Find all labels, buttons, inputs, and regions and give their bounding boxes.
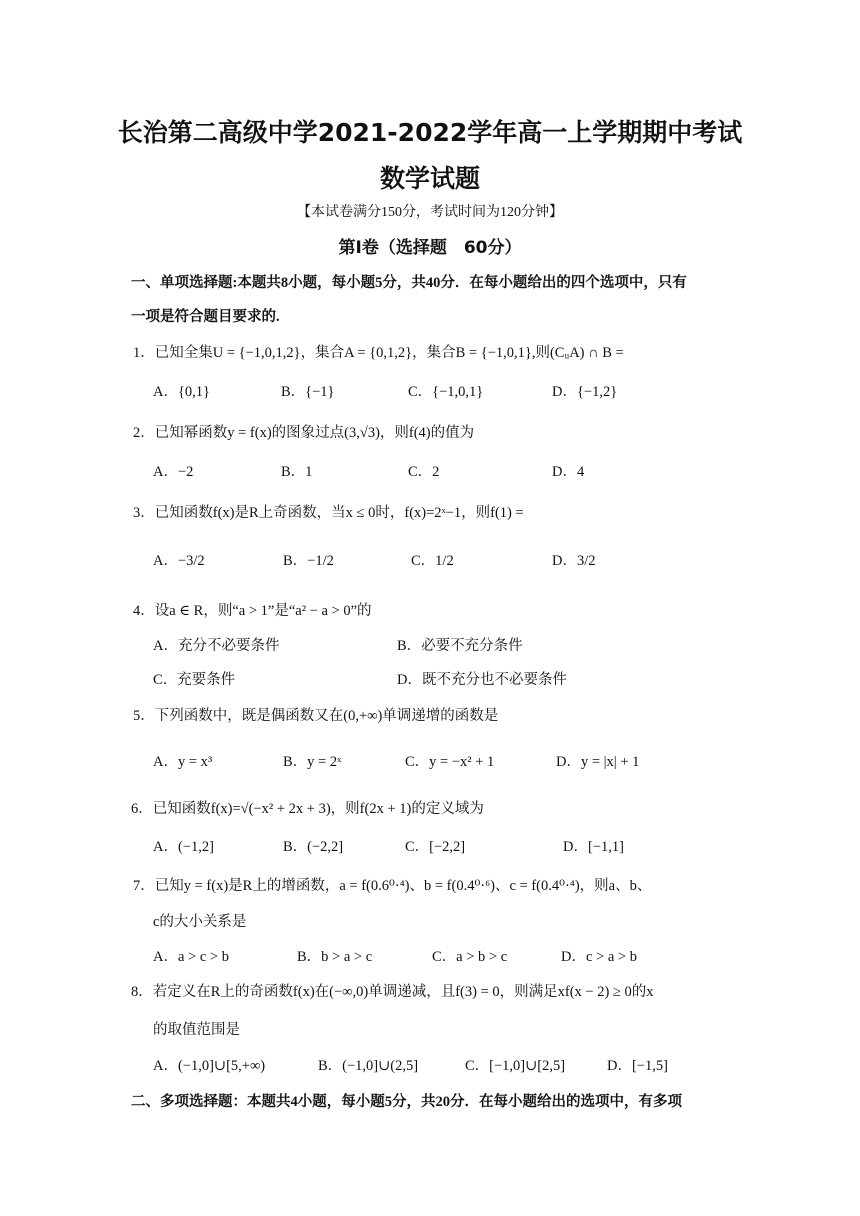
question-7-option-c: C．a > b > c — [432, 949, 508, 965]
question-8-option-a: A．(−1,0]∪[5,+∞) — [153, 1058, 266, 1074]
question-2-option-a: A．−2 — [153, 464, 194, 480]
question-5-option-d: D．y = |x| + 1 — [556, 754, 640, 770]
question-7-option-a: A．a > c > b — [153, 949, 229, 965]
question-3-stem: 3．已知函数f(x)是R上奇函数，当x ≤ 0时，f(x)=2ˣ−1，则f(1) = — [133, 505, 524, 521]
question-1-option-a: A．{0,1} — [153, 384, 211, 400]
question-4-option-d: D．既不充分也不必要条件 — [397, 672, 567, 688]
question-6-option-a: A．(−1,2] — [153, 839, 214, 855]
question-2-option-c: C．2 — [408, 464, 440, 480]
question-5-stem: 5．下列函数中，既是偶函数又在(0,+∞)单调递增的函数是 — [133, 708, 499, 724]
question-8-option-d: D．[−1,5] — [607, 1058, 668, 1074]
part1-instructions-line1: 一、单项选择题:本题共8小题，每小题5分，共40分．在每小题给出的四个选项中，只有 — [131, 275, 687, 291]
question-1-option-b: B．{−1} — [281, 384, 335, 400]
question-3-option-d: D．3/2 — [552, 553, 596, 569]
question-8-stem-continued: 的取值范围是 — [153, 1022, 240, 1038]
question-1-option-d: D．{−1,2} — [552, 384, 618, 400]
question-5-option-a: A．y = x³ — [153, 754, 213, 770]
section-heading: 第Ⅰ卷（选择题 60分） — [338, 238, 522, 258]
question-6-option-b: B．(−2,2] — [283, 839, 344, 855]
question-8-option-b: B．(−1,0]∪(2,5] — [318, 1058, 419, 1074]
question-7-stem-continued: c的大小关系是 — [153, 914, 247, 930]
question-3-option-c: C．1/2 — [411, 553, 454, 569]
part1-instructions-line2: 一项是符合题目要求的. — [131, 309, 280, 325]
exam-note: 【本试卷满分150分，考试时间为120分钟】 — [297, 205, 563, 220]
question-2-stem: 2．已知幂函数y = f(x)的图象过点(3,√3)，则f(4)的值为 — [133, 425, 475, 441]
question-7-option-d: D．c > a > b — [561, 949, 637, 965]
question-6-option-d: D．[−1,1] — [563, 839, 624, 855]
question-7-stem: 7．已知y = f(x)是R上的增函数，a = f(0.6⁰·⁴)、b = f(0.4⁰·⁶)、c = f(0.4⁰·⁴)，则a、b、 — [133, 878, 652, 894]
question-1-option-c: C．{−1,0,1} — [408, 384, 484, 400]
question-2-option-d: D．4 — [552, 464, 585, 480]
part2-instructions-line1: 二、多项选择题：本题共4小题，每小题5分，共20分．在每小题给出的选项中，有多项 — [131, 1094, 682, 1110]
exam-subject: 数学试题 — [379, 164, 480, 193]
question-8-stem: 8．若定义在R上的奇函数f(x)在(−∞,0)单调递减，且f(3) = 0，则满足xf(x − 2) ≥ 0的x — [131, 984, 654, 1000]
question-1-stem: 1．已知全集U = {−1,0,1,2}，集合A = {0,1,2}，集合B = {−1,0,1},则(CᵤA) ∩ B = — [133, 345, 624, 361]
question-8-option-c: C．[−1,0]∪[2,5] — [465, 1058, 566, 1074]
question-7-option-b: B．b > a > c — [297, 949, 373, 965]
question-5-option-c: C．y = −x² + 1 — [405, 754, 495, 770]
question-4-stem: 4．设a ∈ R，则“a > 1”是“a² − a > 0”的 — [133, 603, 372, 619]
question-5-option-b: B．y = 2ˣ — [283, 754, 342, 770]
question-4-option-a: A．充分不必要条件 — [153, 638, 280, 654]
question-3-option-b: B．−1/2 — [283, 553, 334, 569]
question-4-option-c: C．充要条件 — [153, 672, 236, 688]
question-6-stem: 6．已知函数f(x)=√(−x² + 2x + 3)，则f(2x + 1)的定义域为 — [131, 801, 484, 817]
exam-title: 长治第二高级中学2021-2022学年高一上学期期中考试 — [117, 118, 743, 147]
question-4-option-b: B．必要不充分条件 — [397, 638, 523, 654]
question-3-option-a: A．−3/2 — [153, 553, 205, 569]
question-2-option-b: B．1 — [281, 464, 313, 480]
question-6-option-c: C．[−2,2] — [405, 839, 466, 855]
